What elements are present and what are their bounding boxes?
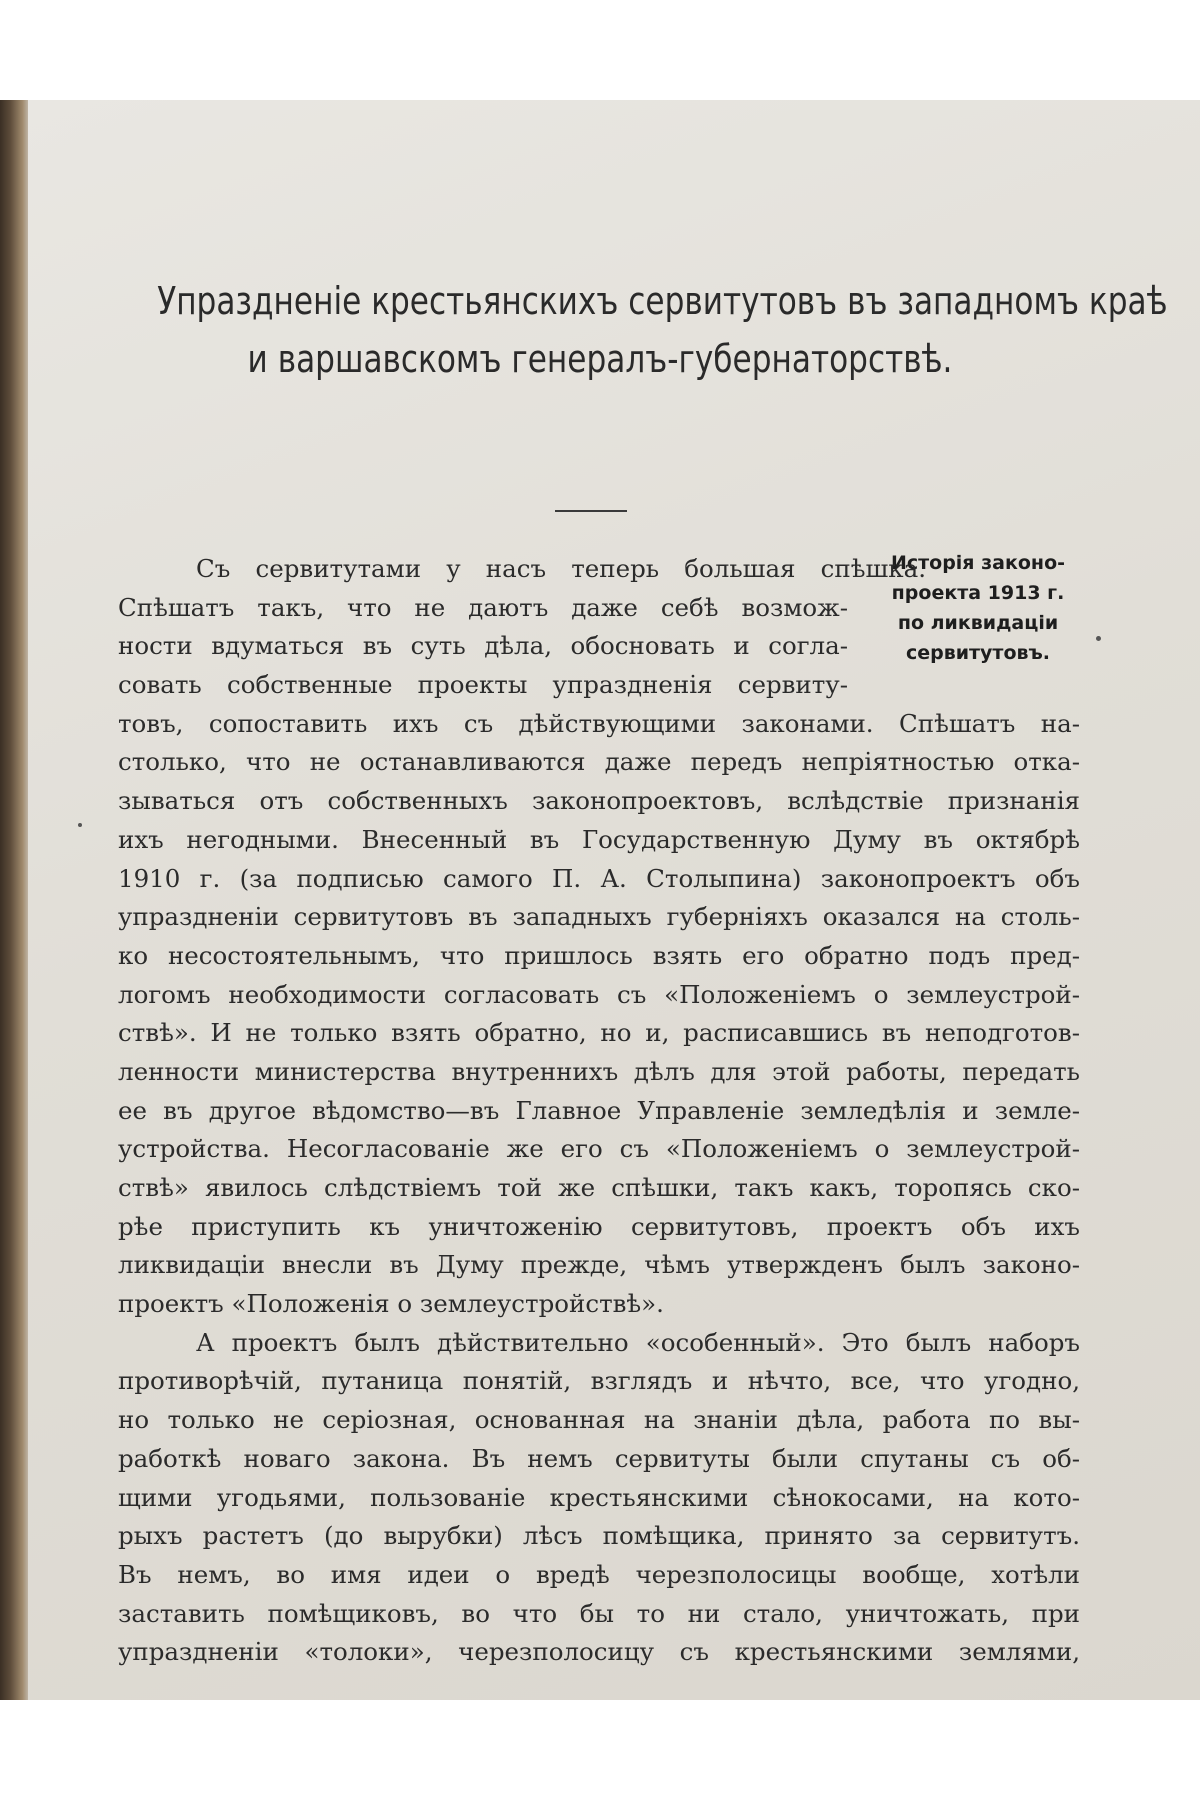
text-line: работкѣ новаго закона. Въ немъ сервитуты были спутаны съ об- <box>118 1443 1080 1473</box>
margin-note-line: проекта 1913 г. <box>891 582 1065 604</box>
text-line: ихъ негодными. Внесенный въ Государственную Думу въ октябрѣ <box>118 824 1080 854</box>
ink-speck <box>1096 636 1101 641</box>
text-line: упраздненіи сервитутовъ въ западныхъ губерніяхъ оказался на столь- <box>118 902 1080 932</box>
text-line: А проектъ былъ дѣйствительно «особенный». Это былъ наборъ <box>196 1327 1080 1357</box>
text-line: ствѣ» явилось слѣдствіемъ той же спѣшки, такъ какъ, торопясь ско- <box>118 1173 1080 1202</box>
text-line: противорѣчій, путаница понятій, взглядъ и нѣчто, все, что угодно, <box>118 1366 1080 1396</box>
text-line: ленности министерства внутреннихъ дѣлъ для этой работы, передать <box>118 1056 1080 1086</box>
margin-note-line: по ликвидаціи <box>897 612 1059 634</box>
article-title <box>157 272 1168 388</box>
text-line: совать собственные проекты упраздненія сервиту- <box>118 670 848 700</box>
text-line: устройства. Несогласованіе же его съ «Положеніемъ о землеустрой- <box>118 1134 1080 1164</box>
title-line-1: Упраздненіе крестьянскихъ сервитутовъ въ западномъ краѣ <box>157 279 1168 323</box>
text-line: рѣе приступить къ уничтоженію сервитутовъ, проектъ объ ихъ <box>118 1211 1080 1241</box>
ink-speck <box>78 823 82 827</box>
book-spine <box>0 100 30 1700</box>
text-line: ко несостоятельнымъ, что пришлось взять его обратно подъ пред- <box>118 940 1080 970</box>
text-line: Въ немъ, во имя идеи о вредѣ черезполосицы вообще, хотѣли <box>118 1559 1080 1589</box>
text-line: Спѣшатъ такъ, что не даютъ даже себѣ возмож- <box>118 592 848 622</box>
text-line: столько, что не останавливаются даже передъ непріятностью отка- <box>118 747 1080 777</box>
text-line: товъ, сопоставить ихъ съ дѣйствующими законами. Спѣшатъ на- <box>118 708 1080 738</box>
text-line: ности вдуматься въ суть дѣла, обосновать и согла- <box>118 631 848 661</box>
text-line: проектъ «Положенія о землеустройствѣ». <box>118 1289 664 1319</box>
text-line: рыхъ растетъ (до вырубки) лѣсъ помѣщика, принято за сервитутъ. <box>118 1521 1080 1551</box>
margin-note-line: сервитутовъ. <box>905 642 1051 664</box>
text-line: 1910 г. (за подписью самого П. А. Столыпина) законопроектъ объ <box>118 863 1080 893</box>
text-line: зываться отъ собственныхъ законопроектовъ, вслѣдствіе признанія <box>118 786 1080 816</box>
article-body <box>118 550 1080 1672</box>
margin-note-line: Исторія законо- <box>890 552 1066 574</box>
text-line: щими угодьями, пользованіе крестьянскими сѣнокосами, на кото- <box>118 1482 1080 1512</box>
text-line: ликвидаціи внесли въ Думу прежде, чѣмъ утвержденъ былъ законо- <box>118 1250 1080 1280</box>
text-line: логомъ необходимости согласовать съ «Положеніемъ о землеустрой- <box>118 979 1080 1009</box>
text-line: ее въ другое вѣдомство—въ Главное Управленіе земледѣлія и земле- <box>118 1095 1080 1125</box>
title-line-2: и варшавскомъ генералъ-губернаторствѣ. <box>247 337 953 381</box>
title-divider <box>555 510 627 512</box>
text-line: ствѣ». И не только взять обратно, но и, расписавшись въ неподготов- <box>118 1018 1080 1048</box>
text-line: Съ сервитутами у насъ теперь большая спѣшка. <box>196 554 926 583</box>
text-line: упраздненіи «толоки», черезполосицу съ крестьянскими землями, <box>118 1637 1080 1667</box>
text-line: но только не серіозная, основанная на знаніи дѣла, работа по вы- <box>118 1405 1080 1435</box>
text-line: заставить помѣщиковъ, во что бы то ни стало, уничтожать, при <box>118 1598 1080 1628</box>
